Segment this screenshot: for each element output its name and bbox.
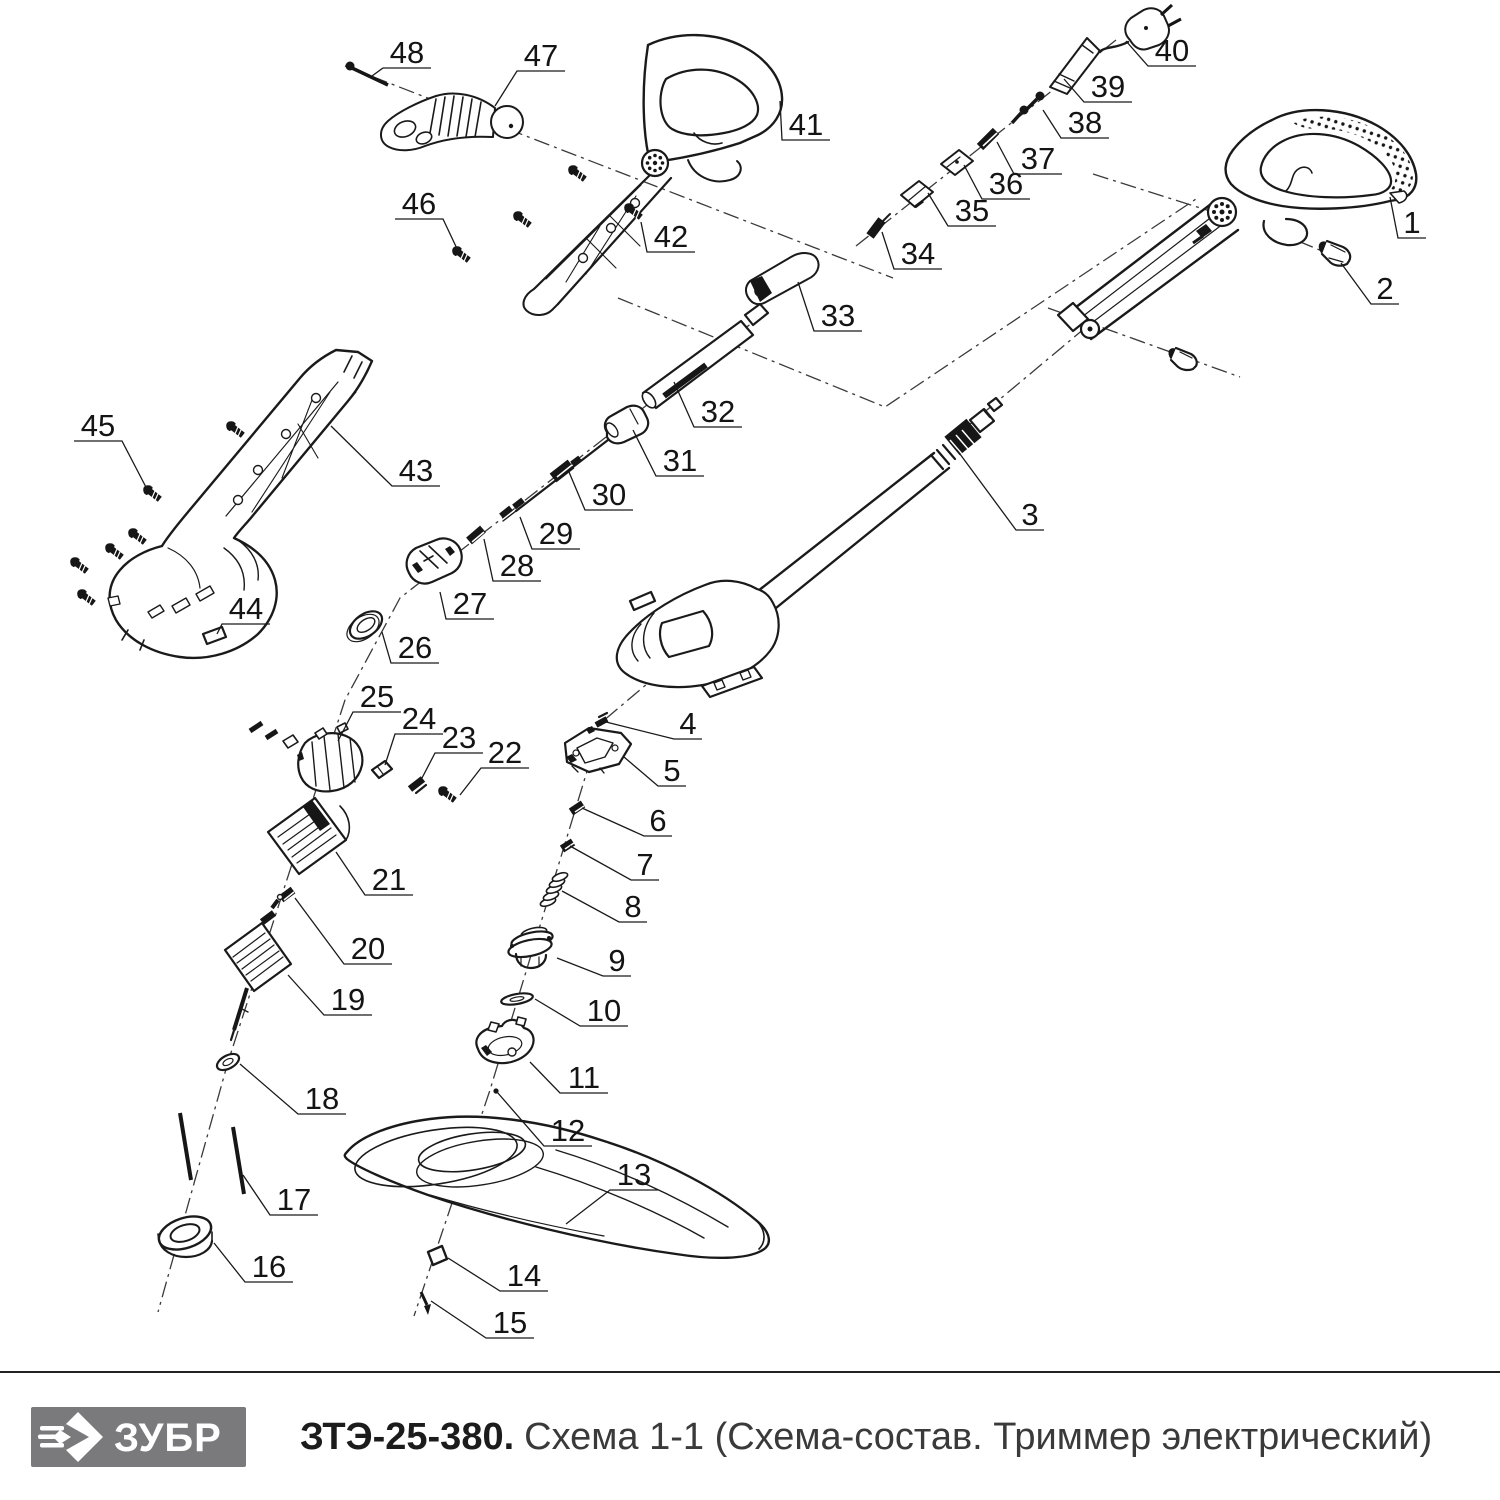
part-number-47: 47 bbox=[523, 38, 559, 73]
part-number-46: 46 bbox=[401, 186, 437, 221]
part-number-32: 32 bbox=[700, 394, 736, 429]
part-number-26: 26 bbox=[397, 630, 433, 665]
part-number-43: 43 bbox=[398, 453, 434, 488]
part-number-3: 3 bbox=[1021, 497, 1039, 532]
part-number-33: 33 bbox=[820, 298, 856, 333]
part-number-28: 28 bbox=[499, 548, 535, 583]
part-number-6: 6 bbox=[649, 803, 667, 838]
part-number-19: 19 bbox=[330, 982, 366, 1017]
part-number-39: 39 bbox=[1090, 69, 1126, 104]
part-number-18: 18 bbox=[304, 1081, 340, 1116]
zubr-logo bbox=[31, 1407, 246, 1467]
part-number-12: 12 bbox=[550, 1113, 586, 1148]
part-number-44: 44 bbox=[228, 591, 264, 626]
schema-caption: Схема 1-1 (Схема-состав. Триммер электрический) bbox=[524, 1416, 1433, 1458]
part-number-16: 16 bbox=[251, 1249, 287, 1284]
part-number-2: 2 bbox=[1376, 271, 1394, 306]
part-number-42: 42 bbox=[653, 219, 689, 254]
part-number-40: 40 bbox=[1154, 33, 1190, 68]
part-number-7: 7 bbox=[636, 847, 654, 882]
part-number-10: 10 bbox=[586, 993, 622, 1028]
part-number-36: 36 bbox=[988, 166, 1024, 201]
part-number-25: 25 bbox=[359, 679, 395, 714]
logo-text: ЗУБР bbox=[114, 1416, 222, 1460]
hub-spokes-41 bbox=[646, 154, 665, 173]
part-number-5: 5 bbox=[663, 753, 681, 788]
part-number-21: 21 bbox=[371, 862, 407, 897]
part-number-29: 29 bbox=[538, 516, 574, 551]
part-number-48: 48 bbox=[389, 35, 425, 70]
part-number-38: 38 bbox=[1067, 105, 1103, 140]
part-number-1: 1 bbox=[1403, 205, 1421, 240]
part-number-41: 41 bbox=[788, 107, 824, 142]
part-number-34: 34 bbox=[900, 236, 936, 271]
part-number-31: 31 bbox=[662, 443, 698, 478]
part-number-11: 11 bbox=[567, 1060, 601, 1095]
part-number-30: 30 bbox=[591, 477, 627, 512]
part-number-14: 14 bbox=[506, 1258, 542, 1293]
schema-model: ЗТЭ-25-380. bbox=[300, 1416, 515, 1458]
part-number-9: 9 bbox=[608, 943, 626, 978]
part-number-22: 22 bbox=[487, 735, 523, 770]
part-number-27: 27 bbox=[452, 586, 488, 621]
part-number-45: 45 bbox=[80, 408, 116, 443]
part-number-17: 17 bbox=[276, 1182, 312, 1217]
part-number-4: 4 bbox=[679, 706, 697, 741]
schema-title bbox=[300, 1416, 1432, 1458]
part-number-23: 23 bbox=[441, 720, 477, 755]
hub-spokes-1 bbox=[1212, 202, 1232, 222]
part-number-8: 8 bbox=[624, 889, 642, 924]
part-number-15: 15 bbox=[492, 1305, 528, 1340]
part-number-35: 35 bbox=[954, 193, 990, 228]
part-number-13: 13 bbox=[616, 1157, 652, 1192]
part-number-37: 37 bbox=[1020, 141, 1056, 176]
part-number-24: 24 bbox=[401, 701, 437, 736]
part-number-20: 20 bbox=[350, 931, 386, 966]
